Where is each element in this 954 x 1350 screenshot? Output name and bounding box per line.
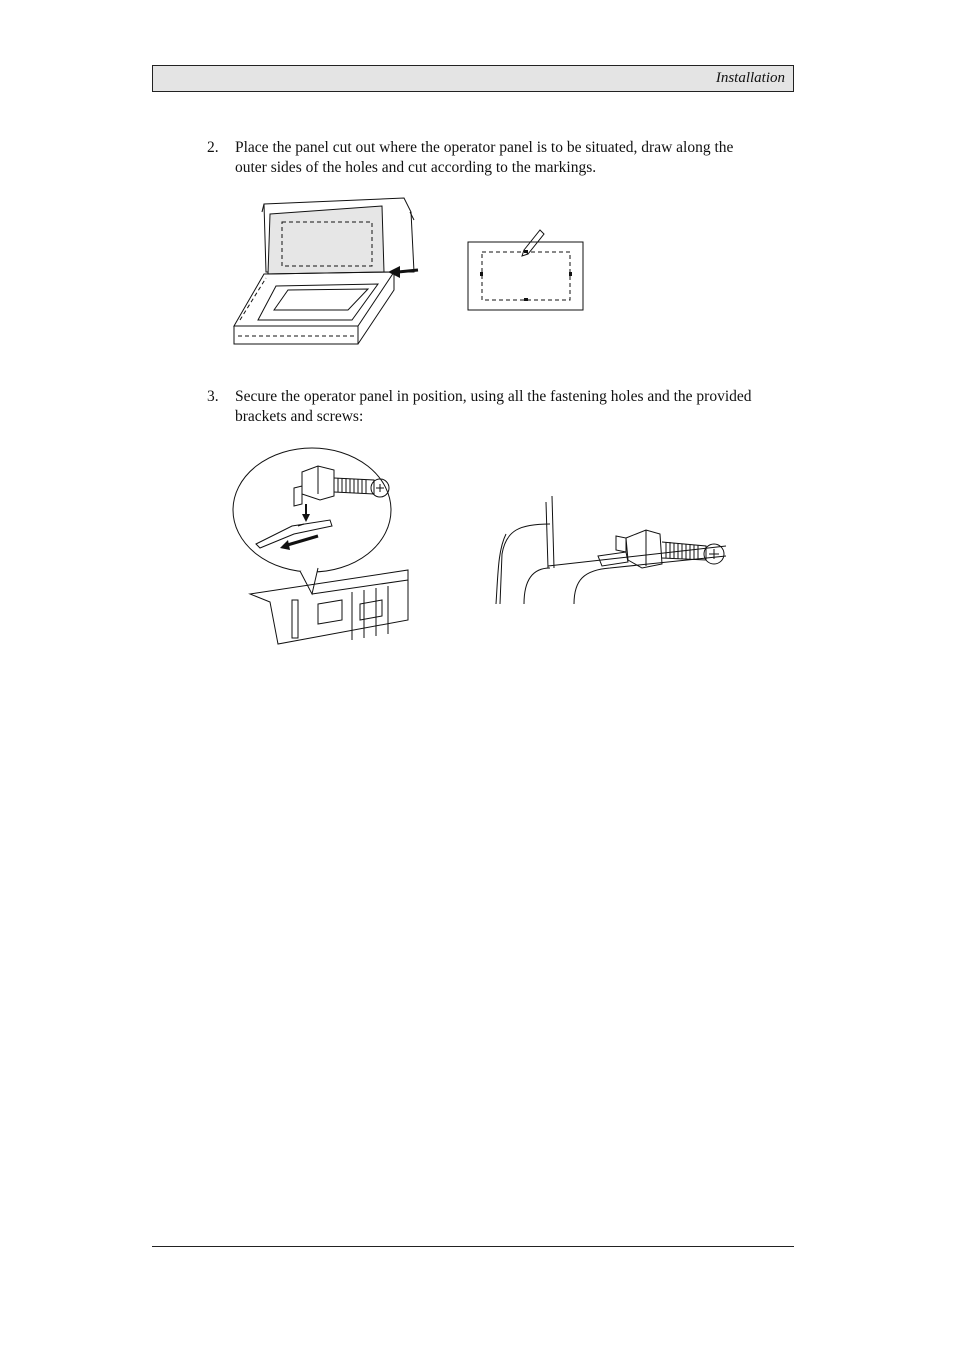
header-bar <box>152 65 794 92</box>
step-text: Secure the operator panel in position, using all the fastening holes and the provided brackets and screws: <box>235 388 752 425</box>
figure-bracket-detail <box>232 444 412 648</box>
figure-box-template <box>228 192 428 348</box>
step-text: Place the panel cut out where the operator panel is to be situated, draw along the outer sides of the holes and cut according to the markings. <box>235 139 734 176</box>
figure-cut-marking <box>466 226 588 314</box>
step-number: 3. <box>207 388 219 405</box>
step-number: 2. <box>207 139 219 156</box>
header-title: Installation <box>715 70 785 86</box>
figure-bracket-mounted <box>490 494 730 608</box>
footer-rule <box>152 1246 794 1247</box>
